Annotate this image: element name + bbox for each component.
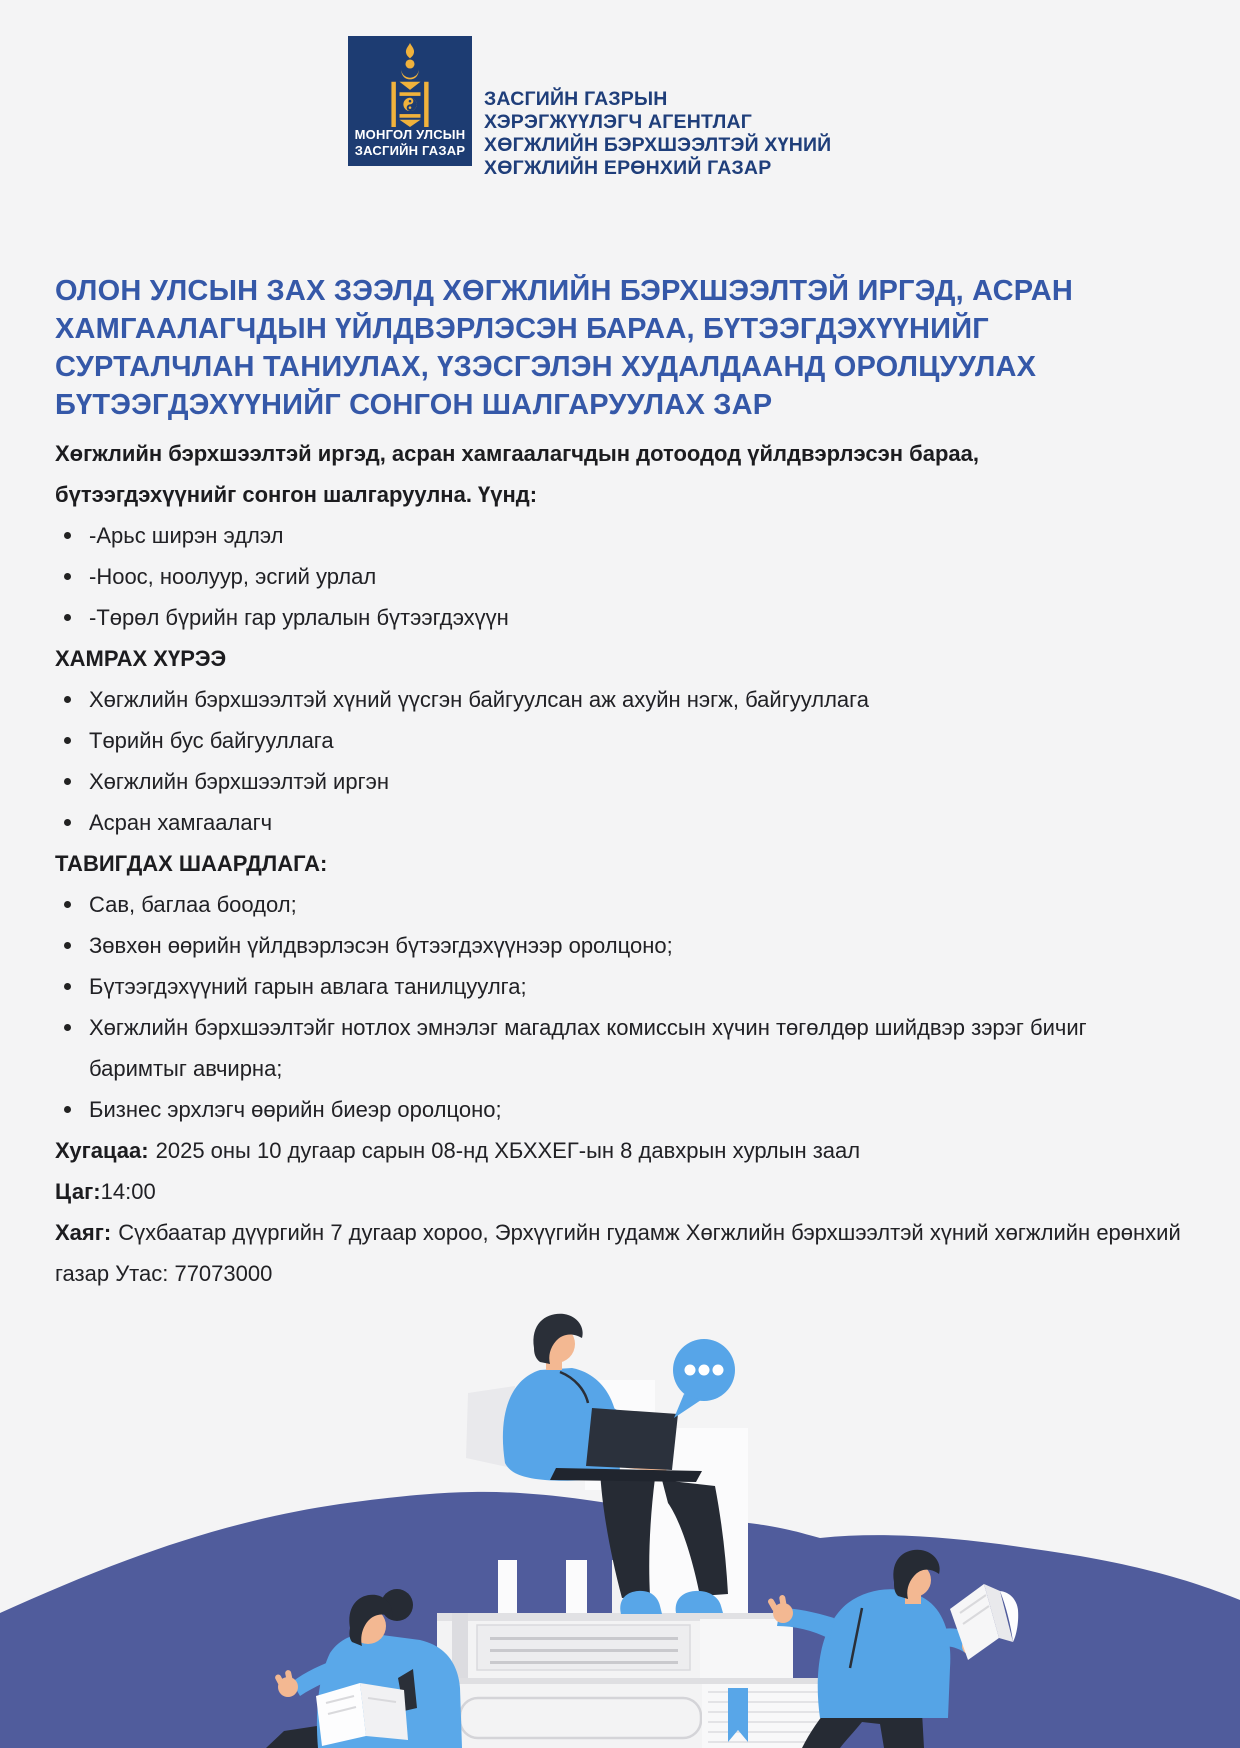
scope-list — [55, 679, 1190, 843]
address-label: Хаяг: — [55, 1220, 112, 1245]
body-content — [55, 433, 1190, 1294]
title-line: ОЛОН УЛСЫН ЗАХ ЗЭЭЛД ХӨГЖЛИЙН БЭРХШЭЭЛТЭЙ ИРГЭД, АСРАН — [55, 275, 1074, 307]
agency-line: ЗАСГИЙН ГАЗРЫН — [484, 88, 668, 110]
address-value: Сүхбаатар дүүргийн 7 дугаар хороо, Эрхүүгийн гудамж Хөгжлийн бэрхшээлтэй хүний хөгжлийн ерөнхий газар Утас: 77073000 — [55, 1220, 1181, 1286]
reading-people-illustration — [0, 1308, 1240, 1748]
list-item: Хөгжлийн бэрхшээлтэйг нотлох эмнэлэг магадлах комиссын хүчин төгөлдөр шийдвэр зэрэг бичиг баримтыг авчирна; — [55, 1007, 1190, 1089]
list-item: Төрийн бус байгууллага — [55, 720, 1190, 761]
agency-line: ХӨГЖЛИЙН БЭРХШЭЭЛТЭЙ ХҮНИЙ — [484, 134, 832, 156]
list-item: Асран хамгаалагч — [55, 802, 1190, 843]
agency-line: ХӨГЖЛИЙН ЕРӨНХИЙ ГАЗАР — [484, 157, 772, 179]
intro-line: Хөгжлийн бэрхшээлтэй иргэд, асран хамгаалагчдын дотоодод үйлдвэрлэсэн бараа, — [55, 441, 979, 466]
intro-paragraph — [55, 433, 1190, 515]
list-item: Хөгжлийн бэрхшээлтэй хүний үүсгэн байгуулсан аж ахуйн нэгж, байгууллага — [55, 679, 1190, 720]
time-value: 14:00 — [100, 1179, 156, 1204]
list-item: Зөвхөн өөрийн үйлдвэрлэсэн бүтээгдэхүүнээр оролцоно; — [55, 925, 1190, 966]
title-line: ХАМГААЛАГЧДЫН ҮЙЛДВЭРЛЭСЭН БАРАА, БҮТЭЭГДЭХҮҮНИЙГ — [55, 313, 989, 345]
page-title — [55, 272, 1195, 424]
duration-label: Хугацаа: — [55, 1138, 149, 1163]
requirements-list — [55, 884, 1190, 1130]
header — [348, 36, 831, 180]
requirements-heading: ТАВИГДАХ ШААРДЛАГА: — [55, 851, 328, 876]
government-logo — [348, 36, 472, 166]
title-line: СУРТАЛЧЛАН ТАНИУЛАХ, ҮЗЭСГЭЛЭН ХУДАЛДААНД ОРОЛЦУУЛАХ — [55, 351, 1037, 383]
address-row — [55, 1212, 1190, 1294]
agency-name — [484, 36, 831, 180]
list-item: -Арьс ширэн эдлэл — [55, 515, 1190, 556]
bottom-book — [418, 1678, 825, 1748]
duration-value: 2025 оны 10 дугаар сарын 08-нд ХБХХЕГ-ын 8 давхрын хурлын заал — [155, 1138, 861, 1163]
agency-line: ХЭРЭГЖҮҮЛЭГЧ АГЕНТЛАГ — [484, 111, 753, 133]
list-item: Хөгжлийн бэрхшээлтэй иргэн — [55, 761, 1190, 802]
logo-text — [348, 127, 472, 159]
time-label: Цаг: — [55, 1179, 101, 1204]
top-book — [437, 1613, 793, 1678]
list-item: Сав, баглаа боодол; — [55, 884, 1190, 925]
logo-text-line1: МОНГОЛ УЛСЫН — [354, 127, 466, 142]
event-details — [55, 1130, 1190, 1294]
duration-row — [55, 1130, 1190, 1171]
soyombo-emblem-icon — [383, 43, 437, 127]
intro-line: бүтээгдэхүүнийг сонгон шалгаруулна. Үүнд: — [55, 482, 538, 507]
logo-text-line2: ЗАСГИЙН ГАЗАР — [354, 143, 466, 158]
list-item: -Ноос, ноолуур, эсгий урлал — [55, 556, 1190, 597]
speech-bubble-icon — [673, 1339, 735, 1418]
book-stack — [418, 1613, 825, 1748]
scope-heading: ХАМРАХ ХҮРЭЭ — [55, 646, 227, 671]
list-item: Бүтээгдэхүүний гарын авлага танилцуулга; — [55, 966, 1190, 1007]
list-item: -Төрөл бүрийн гар урлалын бүтээгдэхүүн — [55, 597, 1190, 638]
list-item: Бизнес эрхлэгч өөрийн биеэр оролцоно; — [55, 1089, 1190, 1130]
product-list — [55, 515, 1190, 638]
title-line: БҮТЭЭГДЭХҮҮНИЙГ СОНГОН ШАЛГАРУУЛАХ ЗАР — [55, 389, 773, 421]
time-row — [55, 1171, 1190, 1212]
